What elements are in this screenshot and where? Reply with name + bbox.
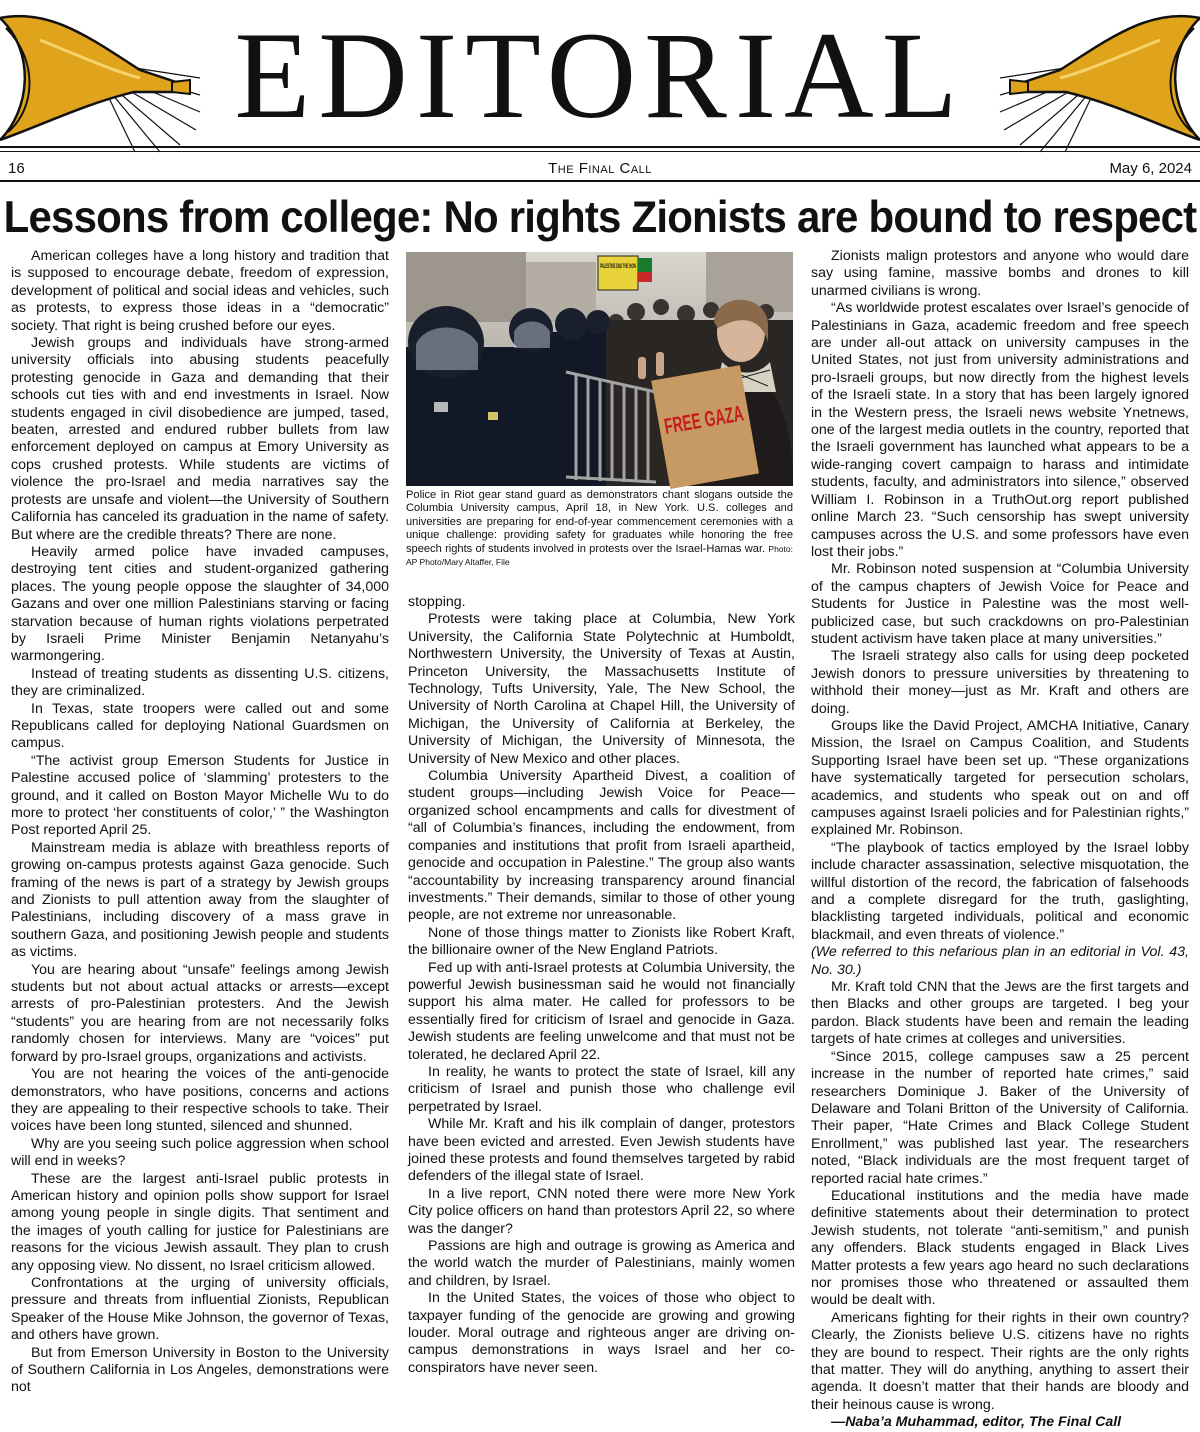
- paragraph: In Texas, state troopers were called out and some Republicans called for deploying National Guardsmen on campus.: [11, 700, 389, 752]
- paragraph: None of those things matter to Zionists like Robert Kraft, the billionaire owner of the New England Patriots.: [408, 924, 795, 959]
- paragraph: Instead of treating students as dissenting U.S. citizens, they are criminalized.: [11, 665, 389, 700]
- paragraph: The Israeli strategy also calls for using deep pocketed Jewish donors to pressure universities by threatening to withhold their money—just as Mr. Kraft and others are doing.: [811, 648, 1189, 717]
- paragraph: In a live report, CNN noted there were more New York City police officers on hand than protestors April 22, so where was the danger?: [408, 1185, 795, 1237]
- paragraph: These are the largest anti-Israel public protests in American history and opinion polls show support for Israel among young people in single digits. That sentiment and the images of youth calling for justice for Palestinians are reasons for the vicious Jewish assault. They plan to crush any opposing view. No dissent, no Israel criticism allowed.: [11, 1170, 389, 1274]
- masthead-rule-bottom: [0, 151, 1200, 152]
- paragraph: But from Emerson University in Boston to the University of Southern California in Los Angeles, demonstrations were not: [11, 1344, 389, 1396]
- paragraph: In the United States, the voices of those who object to taxpayer funding of the genocide are growing and growing louder. Moral outrage and righteous anger are driving on-campus demonstrations in ways Israel and her co-conspirators have never seen.: [408, 1290, 795, 1376]
- headline: Lessons from college: No rights Zionists are bound to respect: [3, 191, 1197, 242]
- folio-rule: [0, 180, 1200, 182]
- paragraph: You are not hearing the voices of the anti-genocide demonstrators, who have positions, concerns and actions they are appealing to their respective schools to take. Their voices have been long stunted, silenced and shunned.: [11, 1066, 389, 1135]
- paragraph: “The activist group Emerson Students for Justice in Palestine accused police of ‘slamming’ protesters to the ground, and it called on Boston Mayor Michelle Wu to do more to protect ‘her constituents of color,’ ” the Washington Post reported April 25.: [11, 752, 389, 839]
- masthead-title: EDITORIAL: [234, 7, 966, 144]
- photo-sign-text: FREE GAZA: [662, 392, 792, 439]
- photo-banner-text: PALESTINE END THE NOW: [600, 264, 637, 270]
- paragraph: Columbia University Apartheid Divest, a coalition of student groups—including Jewish Voice for Peace—organized school encampments and calls for divestment of “all of Columbia’s finances, including the endowment, from companies and institutions that profit from Israeli apartheid, genocide and occupation in Palestine.” The group also wants “accountability by increasing transparency around financial investments.” Their demands, similar to those of other young people, are not extreme nor unreasonable.: [408, 768, 795, 924]
- paragraph: Educational institutions and the media have made definitive statements about their determination to protect Jewish students, not tolerate “anti-semitism,” and punish any offenders. Black students engaged in Black Lives Matter protests a few years ago heard no such declarations nor promises those who threatened or assaulted them would be dealt with.: [811, 1187, 1189, 1309]
- issue-date: May 6, 2024: [1109, 160, 1192, 177]
- paragraph: “As worldwide protest escalates over Israel’s genocide of Palestinians in Gaza, academic freedom and free speech are under all-out attack on university campuses in the United States, not just from university administrations and pro-Israeli groups, but now directly from the highest levels of the Israeli state. In a story that has been largely ignored in the Western press, the Israeli news website Ynetnews, one of the largest media outlets in the country, reported that the Israeli government has launched what appears to be a wide-ranging covert campaign to harass and intimidate students, faculty, and administrators into silence,” observed William I. Robinson in a TruthOut.org report published online March 23. “Such censorship has swept university campuses across the U.S. and some professors have even lost their jobs.”: [811, 300, 1189, 560]
- paragraph: Mainstream media is ablaze with breathless reports of growing on-campus protests against Gaza genocide. Such framing of the news is part of a strategy by Jewish groups and Zionists to pull attention away from the slaughter of Palestinians, including discovery of a mass grave in southern Gaza, and positioning Jewish people and students as victims.: [11, 839, 389, 961]
- paragraph: “Since 2015, college campuses saw a 25 percent increase in the number of reported hate crimes,” said researchers Dominique J. Baker of the University of Delaware and Tolani Britton of the University of California. Their paper, “Hate Crimes and Black College Student Enrollment,” was published last year. The researchers noted, “Black individuals are the most frequent target of reported racial hate crimes.”: [811, 1048, 1189, 1187]
- paragraph: Passions are high and outrage is growing as America and the world watch the murder of Palestinians, mainly women and children, by Israel.: [408, 1238, 795, 1289]
- protest-photo-illustration: [406, 252, 793, 486]
- paragraph: Heavily armed police have invaded campuses, destroying tent cities and student-organized gathering places. The young people oppose the slaughter of 34,000 Gazans and over one million Palestinians starving or facing starvation because of human rights violations perpetrated by Israeli Prime Minister Benjamin Netanyahu’s warmongering.: [11, 543, 389, 665]
- paragraph: Mr. Kraft told CNN that the Jews are the first targets and then Blacks and other groups are targeted. I beg your pardon. Black students have been and remain the leading targets of hate crimes at colleges and universities.: [811, 979, 1189, 1048]
- paragraph: Why are you seeing such police aggression when school will end in weeks?: [11, 1135, 389, 1170]
- page-number: 16: [8, 160, 25, 177]
- paragraph: stopping.: [408, 594, 466, 610]
- publication-name: The Final Call: [548, 160, 652, 177]
- paragraph: Zionists malign protestors and anyone who would dare say using famine, massive bombs and drones to kill unarmed civilians is wrong.: [811, 248, 1189, 299]
- masthead-rule-top: [0, 146, 1200, 148]
- masthead: [0, 0, 1200, 160]
- paragraph: Groups like the David Project, AMCHA Initiative, Canary Mission, the Israel on Campus Coalition, and Students Supporting Israel have been set up. “These organizations have systematically targeted for persecution scholars, academics, and students who speak out on and off campuses against Israeli policies and for Palestinian rights,” explained Mr. Robinson.: [811, 717, 1189, 839]
- paragraph: Fed up with anti-Israel protests at Columbia University, the powerful Jewish businessman said he would not financially support his alma mater. He called for professors to be essentially fired for criticism of Israel and genocide in Gaza. Jewish students are feeling unwelcome and that must not be tolerated, he declared April 22.: [408, 959, 795, 1063]
- paragraph: “The playbook of tactics employed by the Israel lobby include character assassination, selective misquotation, the willful distortion of the record, the fabrication of falsehoods and a complete disregard for the truth, gaslighting, blacklisting targeted individuals, political and economic blackmail, and even threats of violence.”: [811, 839, 1189, 943]
- paragraph: Protests were taking place at Columbia, New York University, the California State Polytechnic at Humboldt, Northwestern University, the University of Texas at Austin, Princeton University, the Massachusetts Institute of Technology, Tufts University, Yale, The New School, the University of North Carolina at Chapel Hill, the University of Michigan, the University of California at Berkeley, the University of Michigan, the University of Minnesota, the University of New Mexico and other places.: [408, 611, 795, 767]
- news-photo: [406, 252, 793, 486]
- editor-note: (We referred to this nefarious plan in an editorial in Vol. 43, No. 30.): [811, 944, 1189, 978]
- author-signoff: —Naba’a Muhammad, editor, The Final Call: [831, 1414, 1122, 1431]
- paragraph: While Mr. Kraft and his ilk complain of danger, protestors have been evicted and arrested. Even Jewish students have joined these protests and found themselves targeted by rabid defenders of the illegal state of Israel.: [408, 1116, 795, 1185]
- paragraph: Confrontations at the urging of university officials, pressure and threats from influential Zionists, Republican Speaker of the House Mike Johnson, the governor of Texas, and others have grown.: [11, 1274, 389, 1344]
- paragraph: Americans fighting for their rights in their own country? Clearly, the Zionists believe U.S. citizens have no rights they are bound to respect. Their rights are the only rights that matter. They will do anything, anything to assert their agenda. It doesn’t matter that their hands are bloody and their heinous cause is wrong.: [811, 1309, 1189, 1413]
- column-left: [11, 248, 389, 1397]
- photo-credit: Photo: AP Photo/Mary Altaffer, File: [406, 543, 793, 568]
- paragraph: In reality, he wants to protect the state of Israel, kill any criticism of Israel and punish those who challenge evil perpetrated by Israel.: [408, 1063, 795, 1115]
- paragraph: Jewish groups and individuals have strong-armed university officials into abusing students peacefully protesting genocide in Gaza and demanding that their schools cut ties with and end investments in Israel. Now students engaged in civil disobedience are jumped, tased, beaten, arrested and endured rubber bullets from law enforcement deployed on campus at Emory University as cops crushed protests. While students are victims of violence the pro-Israel and media narratives say the protests are unsafe and violent—the University of Southern California has canceled its graduation in the name of safety. But where are the credible threats? There are none.: [11, 335, 389, 543]
- photo-caption: [406, 489, 793, 569]
- paragraph: You are hearing about “unsafe” feelings among Jewish students but not about actual attacks or arrests—except arrests of pro-Palestinian protesters. And the Jewish “students” you are hearing from are not necessarily folks randomly chosen for interviews. Many are “voices” put forward by pro-Israel groups, organizations and activists.: [11, 961, 389, 1065]
- column-middle: [408, 594, 795, 1377]
- paragraph: Mr. Robinson noted suspension at “Columbia University of the campus chapters of Jewish Voice for Peace and Students for Justice in Palestine was the most well-publicized case, but such crackdowns on pro-Palestinian student activism have taken place at many universities.”: [811, 561, 1189, 647]
- column-right: [811, 248, 1189, 1432]
- caption-text: Police in Riot gear stand guard as demonstrators chant slogans outside the Columbia University campus, April 18, in New York. U.S. colleges and universities are preparing for end-of-year commencement ceremonies with a unique challenge: providing safety for graduates while honoring the free speech rights of students involved in protests over the Israel-Hamas war.: [406, 489, 793, 555]
- paragraph: American colleges have a long history and tradition that is supposed to encourage debate, freedom of expression, development of political and social ideas and vehicles, such as protests, to express those ideas in a “democratic” society. That right is being crushed before our eyes.: [11, 248, 389, 334]
